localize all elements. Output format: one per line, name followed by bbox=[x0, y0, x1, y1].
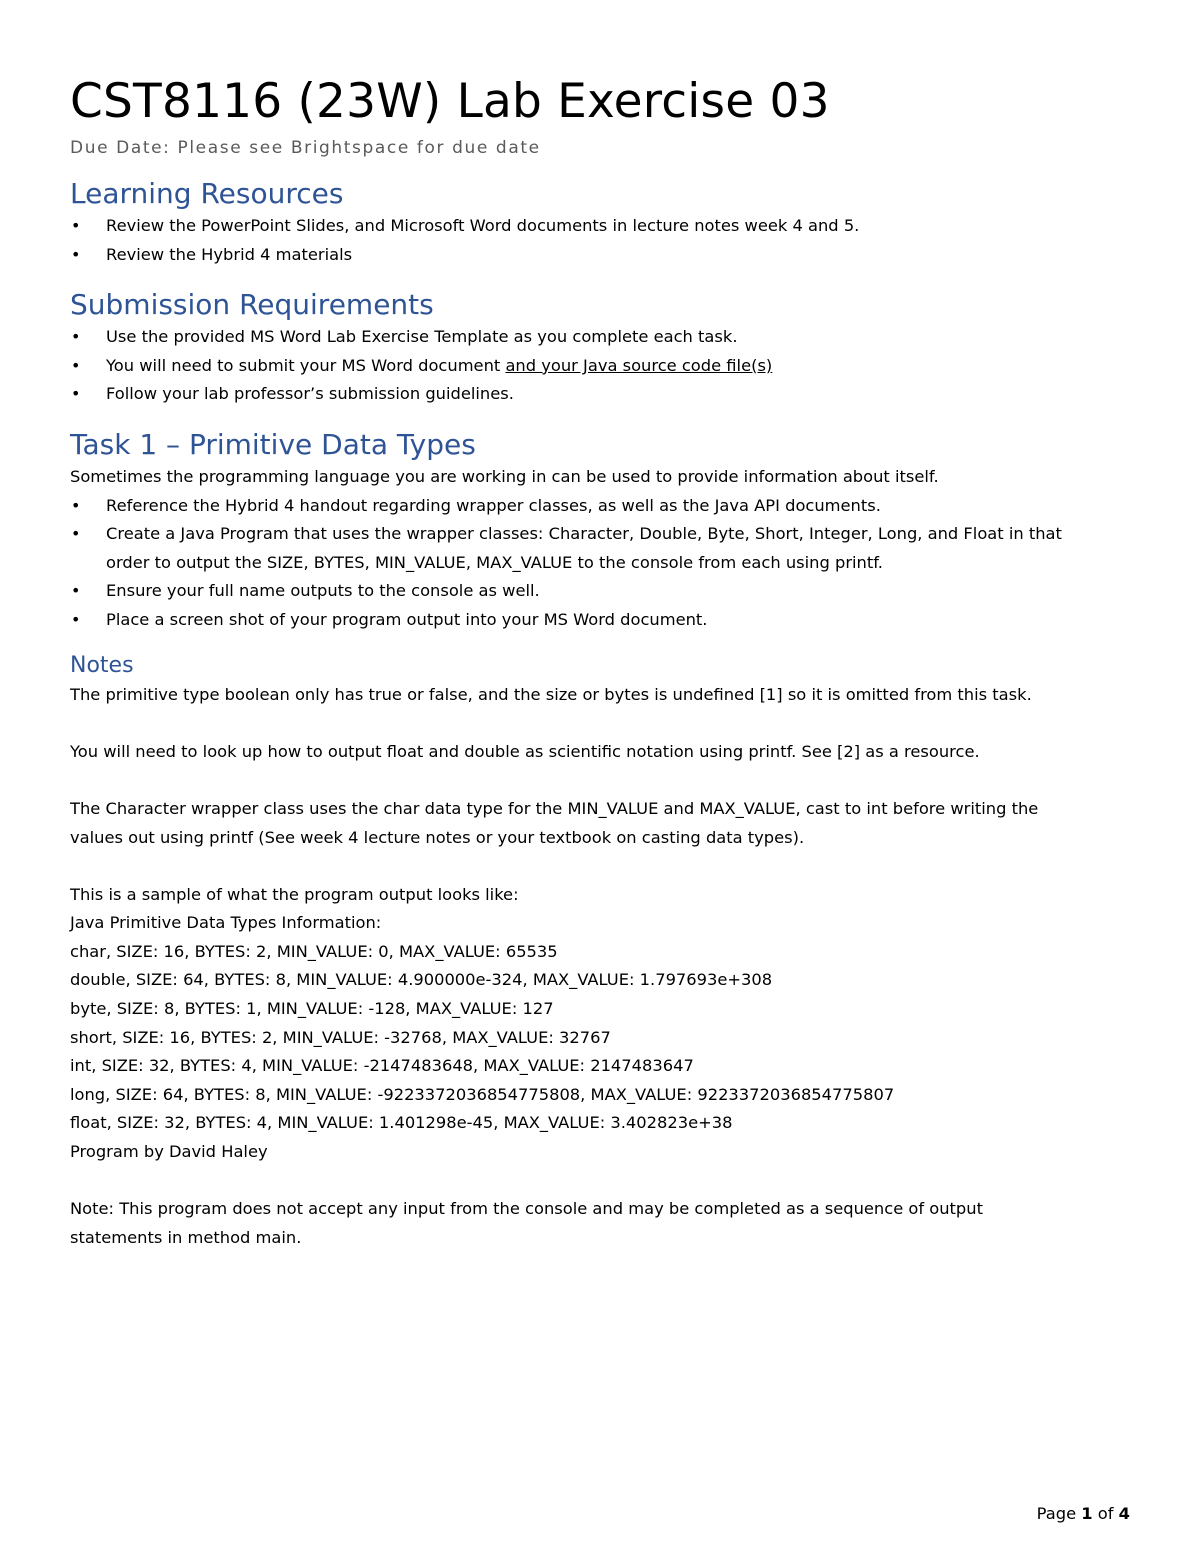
list-item: • Place a screen shot of your program output into your MS Word document. bbox=[70, 606, 1130, 635]
task1-list bbox=[70, 492, 1130, 635]
learning-resources-list bbox=[70, 212, 1130, 269]
list-item: • Review the Hybrid 4 materials bbox=[70, 241, 1130, 270]
sample-output-line: float, SIZE: 32, BYTES: 4, MIN_VALUE: 1.401298e-45, MAX_VALUE: 3.402823e+38 bbox=[70, 1113, 733, 1133]
bullet-icon: • bbox=[71, 524, 81, 544]
bullet-icon: • bbox=[71, 384, 81, 404]
bullet-icon: • bbox=[71, 609, 81, 629]
submission-requirements-list bbox=[70, 323, 1130, 409]
bullet-icon: • bbox=[71, 327, 81, 347]
page-number-footer: Page 1 of 4 bbox=[1036, 1504, 1130, 1523]
sample-output-line: char, SIZE: 16, BYTES: 2, MIN_VALUE: 0, MAX_VALUE: 65535 bbox=[70, 941, 558, 961]
bullet-icon: • bbox=[71, 495, 81, 515]
sample-output-line: double, SIZE: 64, BYTES: 8, MIN_VALUE: 4.900000e-324, MAX_VALUE: 1.797693e+308 bbox=[70, 970, 773, 990]
document-subtitle: Due Date: Please see Brightspace for due date bbox=[70, 138, 541, 158]
list-item: • Create a Java Program that uses the wrapper classes: Character, Double, Byte, Short, Integer, Long, and Float in that order to output the SIZE, BYTES, MIN_VALUE, MAX_VALUE to the console from each using printf. bbox=[70, 520, 1130, 577]
bullet-icon: • bbox=[71, 244, 81, 264]
submission-requirements-heading: Submission Requirements bbox=[70, 288, 434, 322]
bullet-icon: • bbox=[71, 216, 81, 235]
task1-heading: Task 1 – Primitive Data Types bbox=[70, 427, 476, 461]
sample-output-line: Program by David Haley bbox=[70, 1142, 268, 1162]
sample-output-line: long, SIZE: 64, BYTES: 8, MIN_VALUE: -9223372036854775808, MAX_VALUE: 9223372036854775807 bbox=[70, 1084, 895, 1104]
notes-heading: Notes bbox=[70, 652, 134, 678]
final-note-label: Note: bbox=[70, 1199, 115, 1219]
underlined-requirement: and your Java source code file(s) bbox=[505, 355, 773, 375]
learning-resources-heading: Learning Resources bbox=[70, 177, 344, 210]
notes-paragraph-2: You will need to look up how to output float and double as scientific notation using printf. See [2] as a resource. bbox=[70, 741, 980, 761]
list-item: • Review the PowerPoint Slides, and Microsoft Word documents in lecture notes week 4 and 5. bbox=[70, 212, 1130, 241]
list-item: • Ensure your full name outputs to the console as well. bbox=[70, 577, 1130, 606]
list-item: • You will need to submit your MS Word document and your Java source code file(s) bbox=[70, 352, 1130, 381]
notes-paragraph-3-line-2: values out using printf (See week 4 lecture notes or your textbook on casting data types). bbox=[70, 827, 805, 847]
bullet-icon: • bbox=[71, 581, 81, 601]
final-note-line-2: statements in method main. bbox=[70, 1227, 302, 1247]
task1-intro: Sometimes the programming language you are working in can be used to provide information about itself. bbox=[70, 466, 939, 486]
sample-output-line: Java Primitive Data Types Information: bbox=[70, 913, 382, 933]
sample-output-line: int, SIZE: 32, BYTES: 4, MIN_VALUE: -2147483648, MAX_VALUE: 2147483647 bbox=[70, 1056, 694, 1076]
sample-output-line: byte, SIZE: 8, BYTES: 1, MIN_VALUE: -128, MAX_VALUE: 127 bbox=[70, 999, 554, 1019]
sample-output bbox=[70, 909, 1130, 1166]
notes-paragraph-3-line-1: The Character wrapper class uses the char data type for the MIN_VALUE and MAX_VALUE, cast to int before writing the bbox=[70, 798, 1039, 818]
sample-intro: This is a sample of what the program output looks like: bbox=[70, 884, 519, 904]
notes-paragraph-1: The primitive type boolean only has true or false, and the size or bytes is undefined [1] so it is omitted from this task. bbox=[70, 684, 1032, 704]
current-page-number: 1 bbox=[1081, 1504, 1093, 1523]
final-note-line-1: Note: This program does not accept any input from the console and may be completed as a sequence of output bbox=[70, 1199, 983, 1219]
document-page bbox=[70, 70, 1130, 1252]
bullet-icon: • bbox=[71, 355, 81, 375]
list-item: • Follow your lab professor’s submission guidelines. bbox=[70, 380, 1130, 409]
total-page-count: 4 bbox=[1118, 1504, 1130, 1523]
list-item: • Reference the Hybrid 4 handout regarding wrapper classes, as well as the Java API documents. bbox=[70, 492, 1130, 521]
document-title: CST8116 (23W) Lab Exercise 03 bbox=[70, 74, 830, 129]
sample-output-line: short, SIZE: 16, BYTES: 2, MIN_VALUE: -32768, MAX_VALUE: 32767 bbox=[70, 1027, 611, 1047]
list-item: • Use the provided MS Word Lab Exercise Template as you complete each task. bbox=[70, 323, 1130, 352]
